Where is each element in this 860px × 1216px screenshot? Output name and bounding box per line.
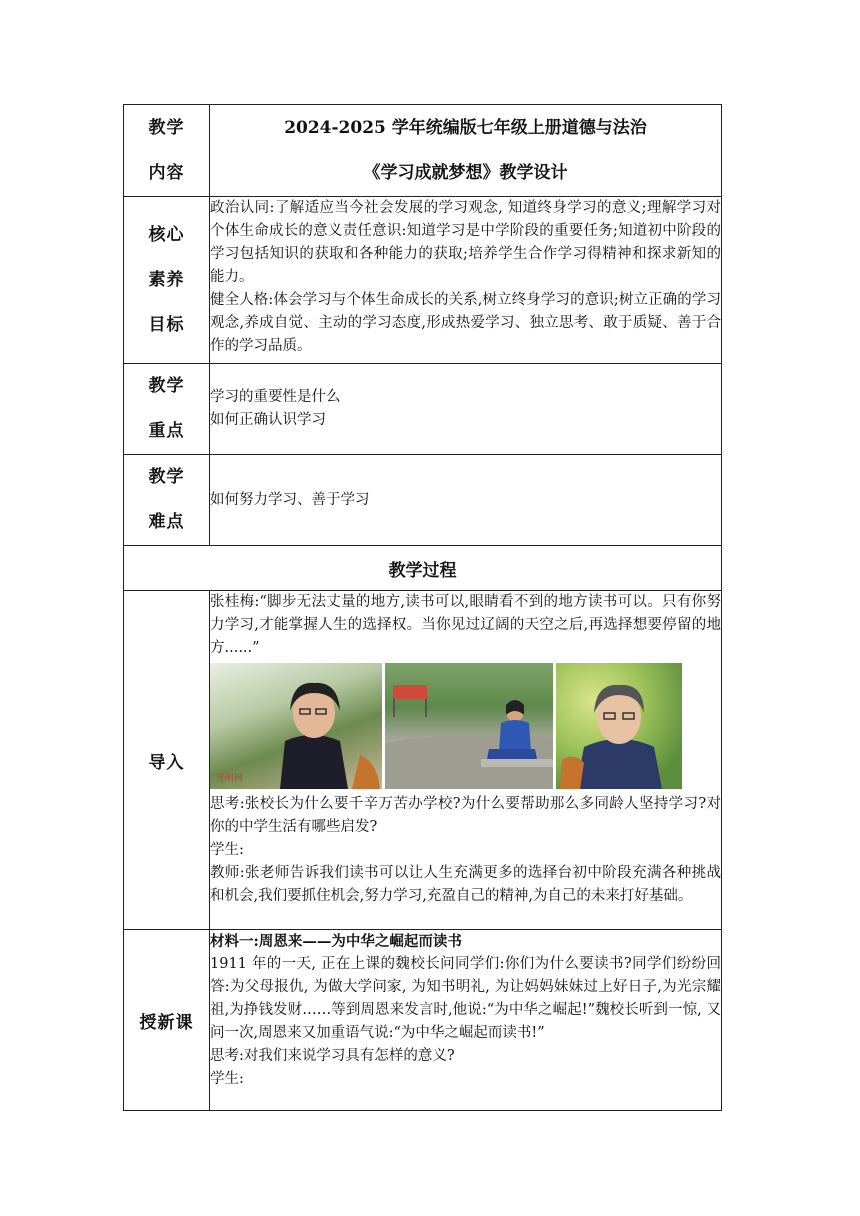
painting-illustration xyxy=(556,663,682,789)
intro-think: 思考:张校长为什么要千辛万苦办学校?为什么要帮助那么多同龄人坚持学习?对你的中学生活有哪些启发? xyxy=(210,796,721,835)
label-line: 教学 xyxy=(148,117,185,138)
new-lesson-student: 学生: xyxy=(210,1071,244,1087)
photo-strip xyxy=(210,663,721,789)
intro-quote: 张桂梅:“脚步无法丈量的地方,读书可以,眼睛看不到的地方读书可以。只有你努力学习,才能掌握人生的选择权。当你见过辽阔的天空之后,再选择想要停留的地方......” xyxy=(210,594,721,656)
row-difficulties xyxy=(124,455,722,546)
material-title: 材料一:周恩来——为中华之崛起而读书 xyxy=(210,933,462,950)
portrait-illustration xyxy=(210,663,382,789)
new-lesson-content xyxy=(210,930,722,1111)
row-new-lesson xyxy=(124,930,722,1111)
new-lesson-think: 思考:对我们来说学习具有怎样的意义? xyxy=(210,1048,455,1064)
label-line: 素养 xyxy=(148,269,185,290)
intro-student: 学生: xyxy=(210,842,244,858)
material-text: 1911 年的一天, 正在上课的魏校长问同学们:你们为什么要读书?同学们纷纷回答:为父母报仇, 为做大学问家, 为知书明礼, 为让妈妈妹妹过上好日子,为光宗耀祖,为挣钱发财……等到周恩来发言时,他说:“为中华之崛起!”魏校长听到一惊, 又问一次,周恩来又加重语气说:“为中华之崛起而读书!” xyxy=(210,956,721,1041)
label-new-lesson: 授新课 xyxy=(124,930,210,1111)
row-intro xyxy=(124,591,722,930)
difficulties-content xyxy=(210,455,722,546)
row-core-goals xyxy=(124,197,722,364)
core-goals-content xyxy=(210,197,722,364)
label-intro: 导入 xyxy=(124,591,210,930)
lesson-plan-table xyxy=(123,104,722,1111)
row-key-points xyxy=(124,364,722,455)
label-line: 核心 xyxy=(148,224,185,245)
title-line-2: 《学习成就梦想》教学设计 xyxy=(363,162,568,183)
zhang-guimei-portrait-photo xyxy=(210,663,382,789)
photo-watermark: 光明网 xyxy=(216,773,244,783)
key-points-content xyxy=(210,364,722,455)
document-title xyxy=(210,105,722,197)
intro-content xyxy=(210,591,722,930)
label-line: 目标 xyxy=(148,314,185,335)
label-line: 难点 xyxy=(148,512,185,532)
key-point-item: 学习的重要性是什么 xyxy=(210,389,341,405)
row-process-heading xyxy=(124,546,722,591)
difficulty-item: 如何努力学习、善于学习 xyxy=(210,491,370,508)
row-teaching-content xyxy=(124,105,722,197)
roadside-photo xyxy=(385,663,553,789)
core-paragraph-political: 政治认同:了解适应当今社会发展的学习观念, 知道终身学习的意义;理解学习对个体生命成长的意义责任意识:知道学习是中学阶段的重要任务;知道初中阶段的学习包括知识的获取和各种能力的获取;培养学生合作学习得精神和探求新知的能力。 xyxy=(210,200,721,285)
roadside-illustration xyxy=(385,663,553,789)
title-line-1: 2024-2025 学年统编版七年级上册道德与法治 xyxy=(284,117,647,138)
core-paragraph-personality: 健全人格:体会学习与个体生命成长的关系,树立终身学习的意识;树立正确的学习观念,养成自觉、主动的学习态度,形成热爱学习、独立思考、敢于质疑、善于合作的学习品质。 xyxy=(210,292,721,354)
label-line: 内容 xyxy=(148,162,185,183)
intro-teacher: 教师:张老师告诉我们读书可以让人生充满更多的选择台初中阶段充满各种挑战和机会,我们要抓住机会,努力学习,充盈自己的精神,为自己的未来打好基础。 xyxy=(210,865,721,904)
label-line: 教学 xyxy=(148,467,185,487)
portrait-painting xyxy=(556,663,682,789)
process-heading: 教学过程 xyxy=(124,546,722,591)
label-line: 教学 xyxy=(148,376,185,396)
label-core-goals xyxy=(124,197,210,364)
label-teaching-content xyxy=(124,105,210,197)
label-line: 重点 xyxy=(148,421,185,441)
label-difficulties xyxy=(124,455,210,546)
label-key-points xyxy=(124,364,210,455)
key-point-item: 如何正确认识学习 xyxy=(210,412,326,428)
